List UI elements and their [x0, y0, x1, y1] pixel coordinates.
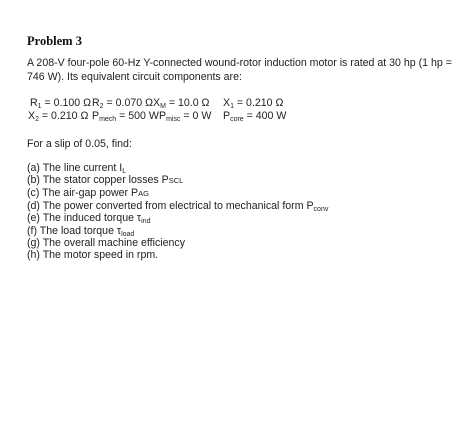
question-e: (e) The induced torque $\tau_{ind}$ [27, 212, 151, 226]
problem-title: Problem 3 [27, 34, 82, 48]
problem-page [27, 34, 457, 261]
question-g: (g) The overall machine efficiency [27, 236, 186, 249]
param-pmisc: $P_{misc} = 0$ W [159, 110, 212, 123]
question-a: (a) The line current $I_L$ [27, 161, 127, 175]
find-prompt: For a slip of 0.05, find: [27, 138, 132, 150]
param-x1: $X_1 = 0.210$ Ω [223, 97, 284, 110]
question-c: (c) The air-gap power PAG [27, 186, 149, 199]
param-r1: $R_1 = 0.100$ Ω [30, 97, 92, 110]
param-pmech: $P_{mech} = 500$ W [92, 110, 159, 123]
circuit-parameters [27, 96, 457, 124]
question-f: (f) The load torque $\tau_{load}$ [27, 224, 135, 238]
param-x2: $X_2 = 0.210$ Ω [28, 110, 89, 123]
question-h: (h) The motor speed in rpm. [27, 248, 159, 261]
param-r2: $R_2 = 0.070$ Ω [92, 97, 154, 110]
param-pcore: $P_{core} = 400$ W [223, 110, 287, 123]
param-xm: $X_M = 10.0$ Ω [153, 97, 210, 110]
question-list [27, 162, 457, 262]
question-b: (b) The stator copper losses PSCL [27, 173, 184, 186]
problem-intro: A 208-V four-pole 60-Hz Y-connected wound-rotor induction motor is rated at 30 hp (1 hp = 746 W). Its equivalent circuit components are: [27, 57, 452, 83]
question-d: (d) The power converted from electrical to mechanical form $P_{conv}$ [27, 200, 329, 214]
